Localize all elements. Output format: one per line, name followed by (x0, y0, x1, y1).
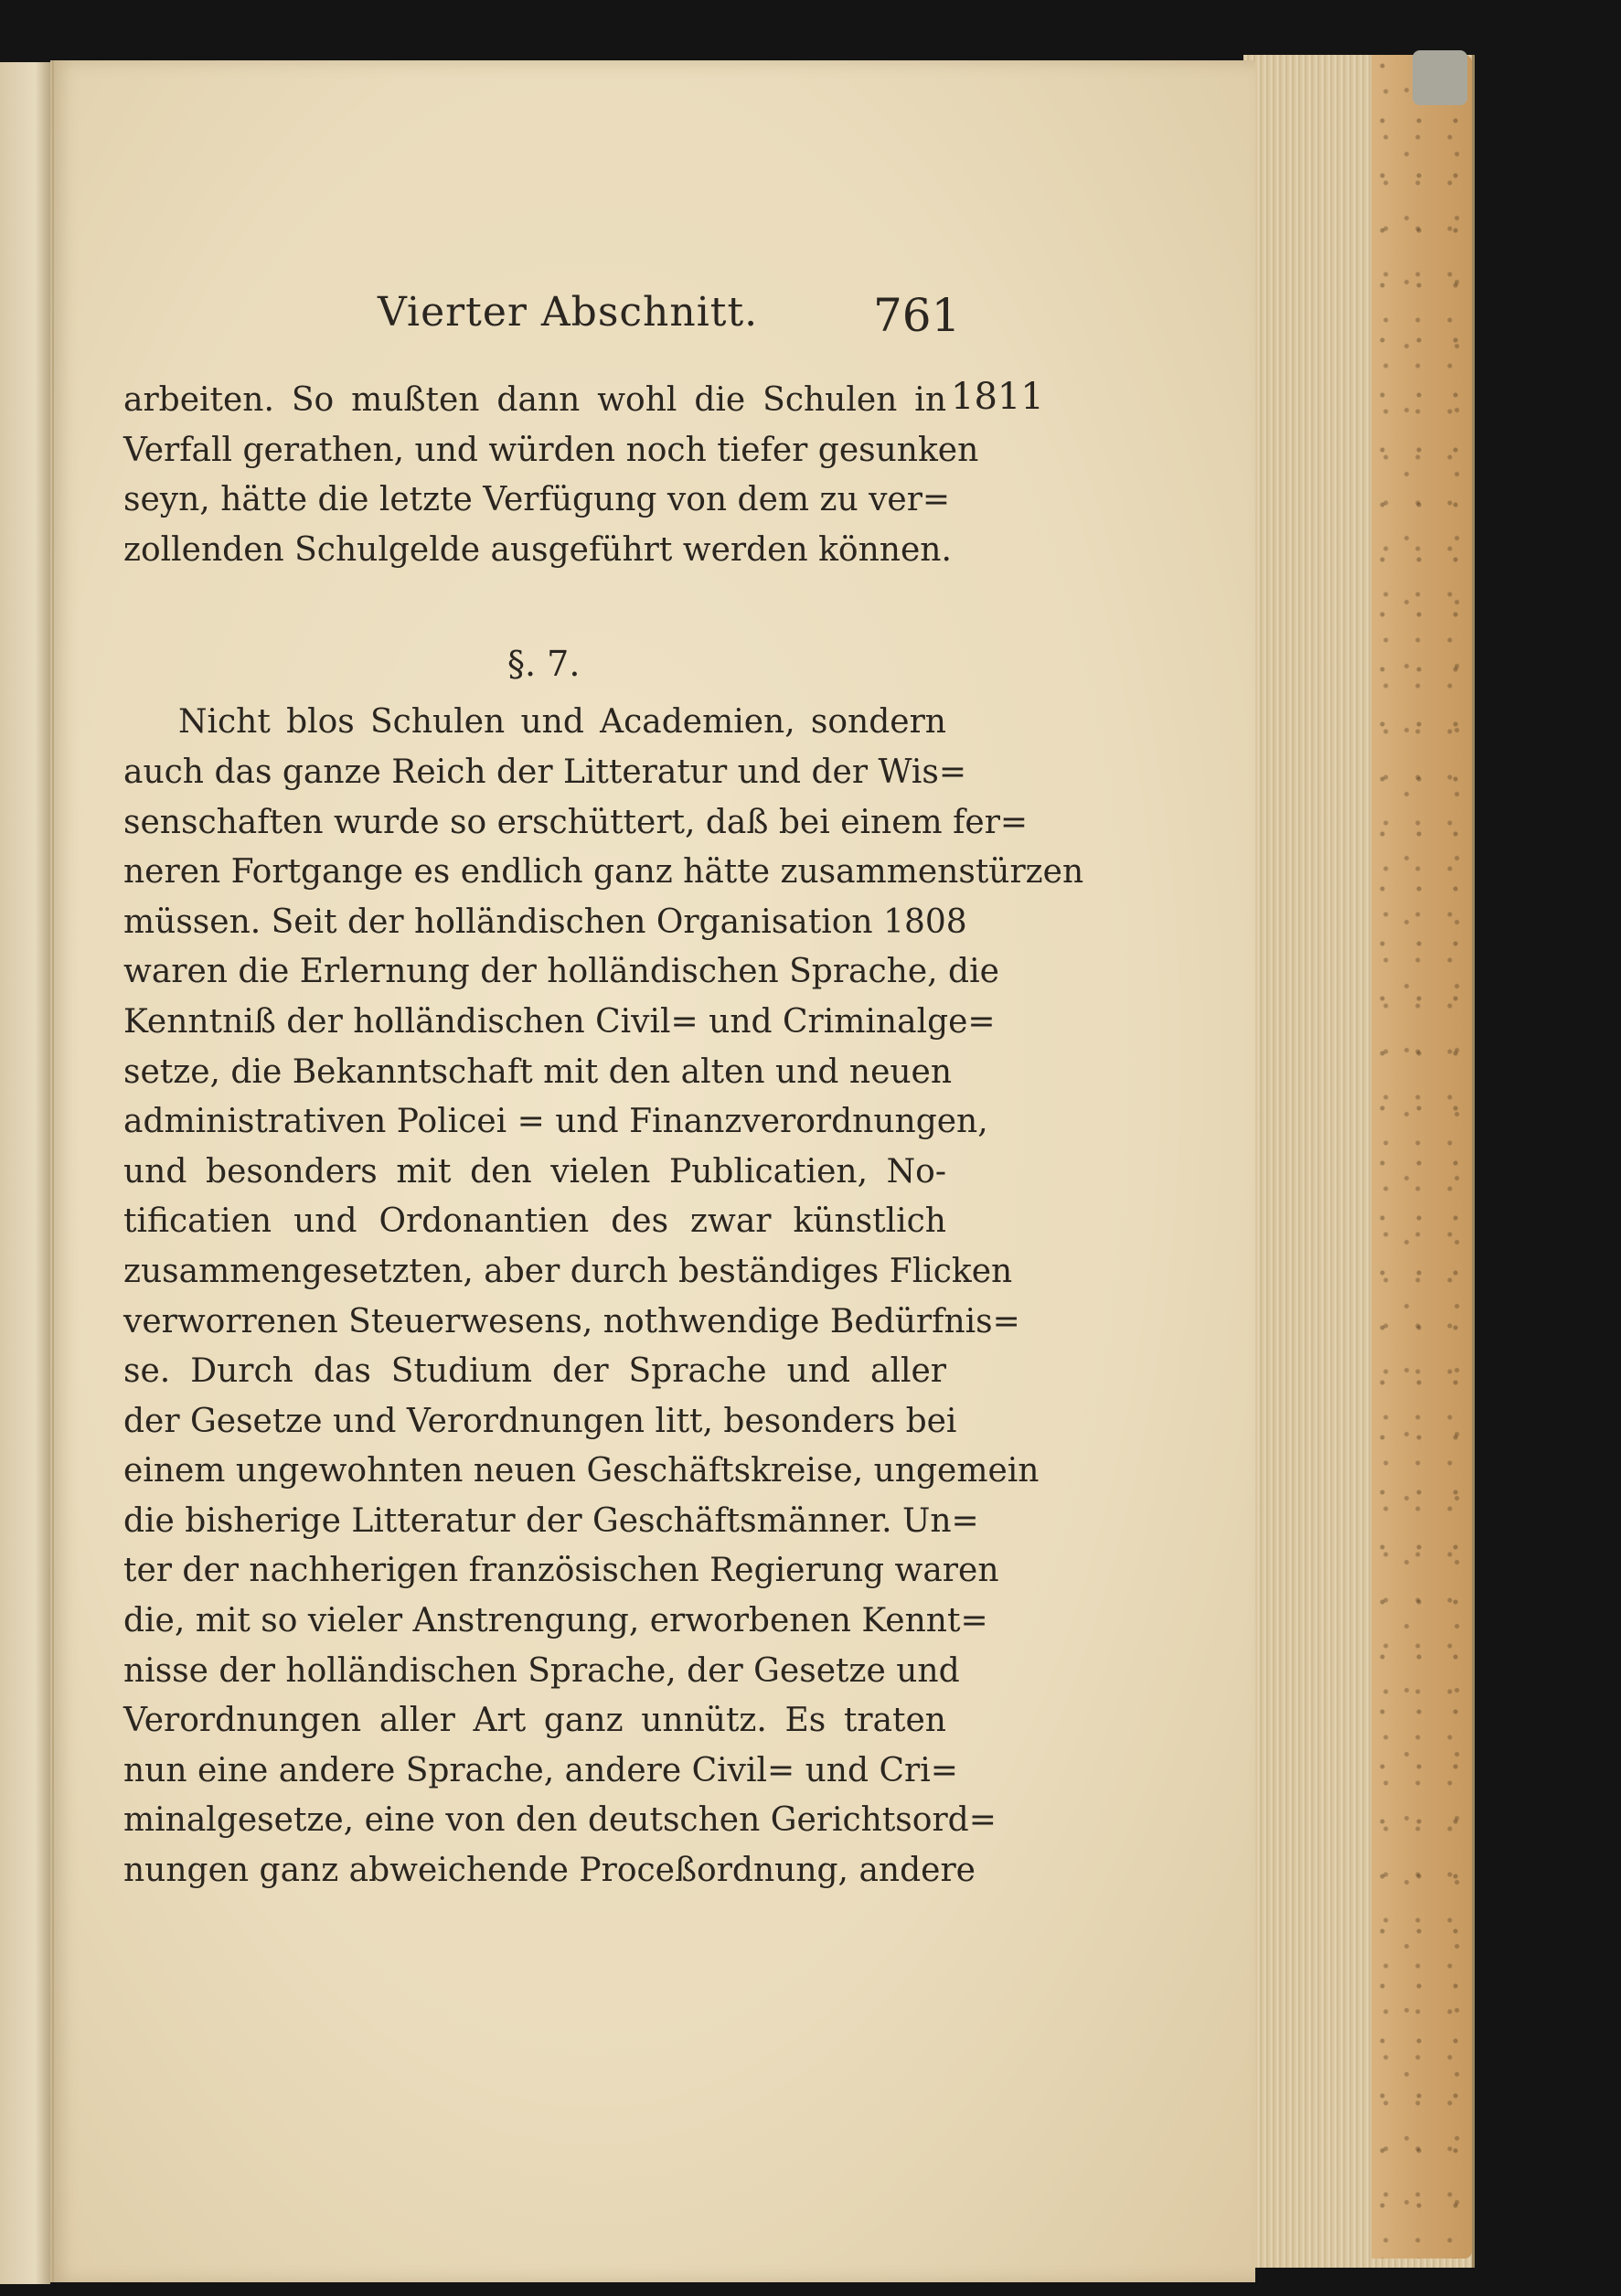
text-line: der Gesetze und Verordnungen litt, besonders bei (123, 1402, 957, 1440)
text-line: einem ungewohnten neuen Geschäftskreise, ungemein (123, 1452, 1040, 1490)
text-line: minalgesetze, eine von den deutschen Gerichtsord= (123, 1801, 997, 1840)
text-line: ter der nachherigen französischen Regierung waren (123, 1552, 999, 1590)
section-heading: §. 7. (507, 644, 581, 685)
text-line: verworrenen Steuerwesens, nothwendige Bedürfnis= (123, 1302, 1020, 1340)
text-line: setze, die Bekanntschaft mit den alten und neuen (123, 1052, 953, 1091)
text-line: tificatien und Ordonantien des zwar künstlich (123, 1202, 946, 1241)
left-page-edge (0, 62, 50, 2284)
text-line: neren Fortgange es endlich ganz hätte zusammenstürzen (123, 853, 1084, 892)
running-head-title: Vierter Abschnitt. (378, 289, 759, 336)
text-line: nun eine andere Sprache, andere Civil= und Cri= (123, 1751, 958, 1789)
text-line: die, mit so vieler Anstrengung, erworbenen Kennt= (123, 1602, 988, 1640)
gutter-fold (52, 60, 54, 2282)
text-line: und besonders mit den vielen Publicatien, No- (123, 1152, 946, 1191)
text-line: müssen. Seit der holländischen Organisation 1808 (123, 902, 967, 941)
text-line: nungen ganz abweichende Proceßordnung, andere (123, 1852, 976, 1890)
text-line: zusammengesetzten, aber durch beständiges Flicken (123, 1252, 1013, 1290)
text-line: administrativen Policei = und Finanzverordnungen, (123, 1103, 988, 1141)
text-line: se. Durch das Studium der Sprache und aller (123, 1352, 946, 1391)
cover-corner (1413, 50, 1467, 105)
book-page (50, 60, 1255, 2282)
paragraph-2 (123, 698, 1084, 1896)
paragraph-1 (123, 376, 979, 575)
paragraph-gap (123, 575, 946, 630)
text-line: senschaften wurde so erschüttert, daß bei einem fer= (123, 803, 1029, 841)
text-line: Nicht blos Schulen und Academien, sondern (178, 703, 946, 742)
text-line: seyn, hätte die letzte Verfügung von dem zu ver= (123, 481, 951, 519)
text-line: arbeiten. So mußten dann wohl die Schulen in (123, 381, 946, 419)
text-line: zollenden Schulgelde ausgeführt werden können. (123, 530, 952, 569)
text-line: die bisherige Litteratur der Geschäftsmänner. Un= (123, 1501, 979, 1540)
text-line: Kenntniß der holländischen Civil= und Criminalge= (123, 1002, 996, 1041)
text-line: Verfall gerathen, und würden noch tiefer gesunken (123, 431, 979, 469)
running-head (50, 289, 1255, 353)
text-line: auch das ganze Reich der Litteratur und der Wis= (123, 753, 967, 791)
text-line: Verordnungen aller Art ganz unnütz. Es traten (123, 1702, 946, 1740)
text-line: waren die Erlernung der holländischen Sprache, die (123, 953, 999, 991)
text-line: nisse der holländischen Sprache, der Gesetze und (123, 1651, 960, 1690)
cover-board (1371, 55, 1472, 2259)
page-number: 761 (873, 289, 961, 342)
margin-year-note: 1811 (951, 376, 1044, 418)
